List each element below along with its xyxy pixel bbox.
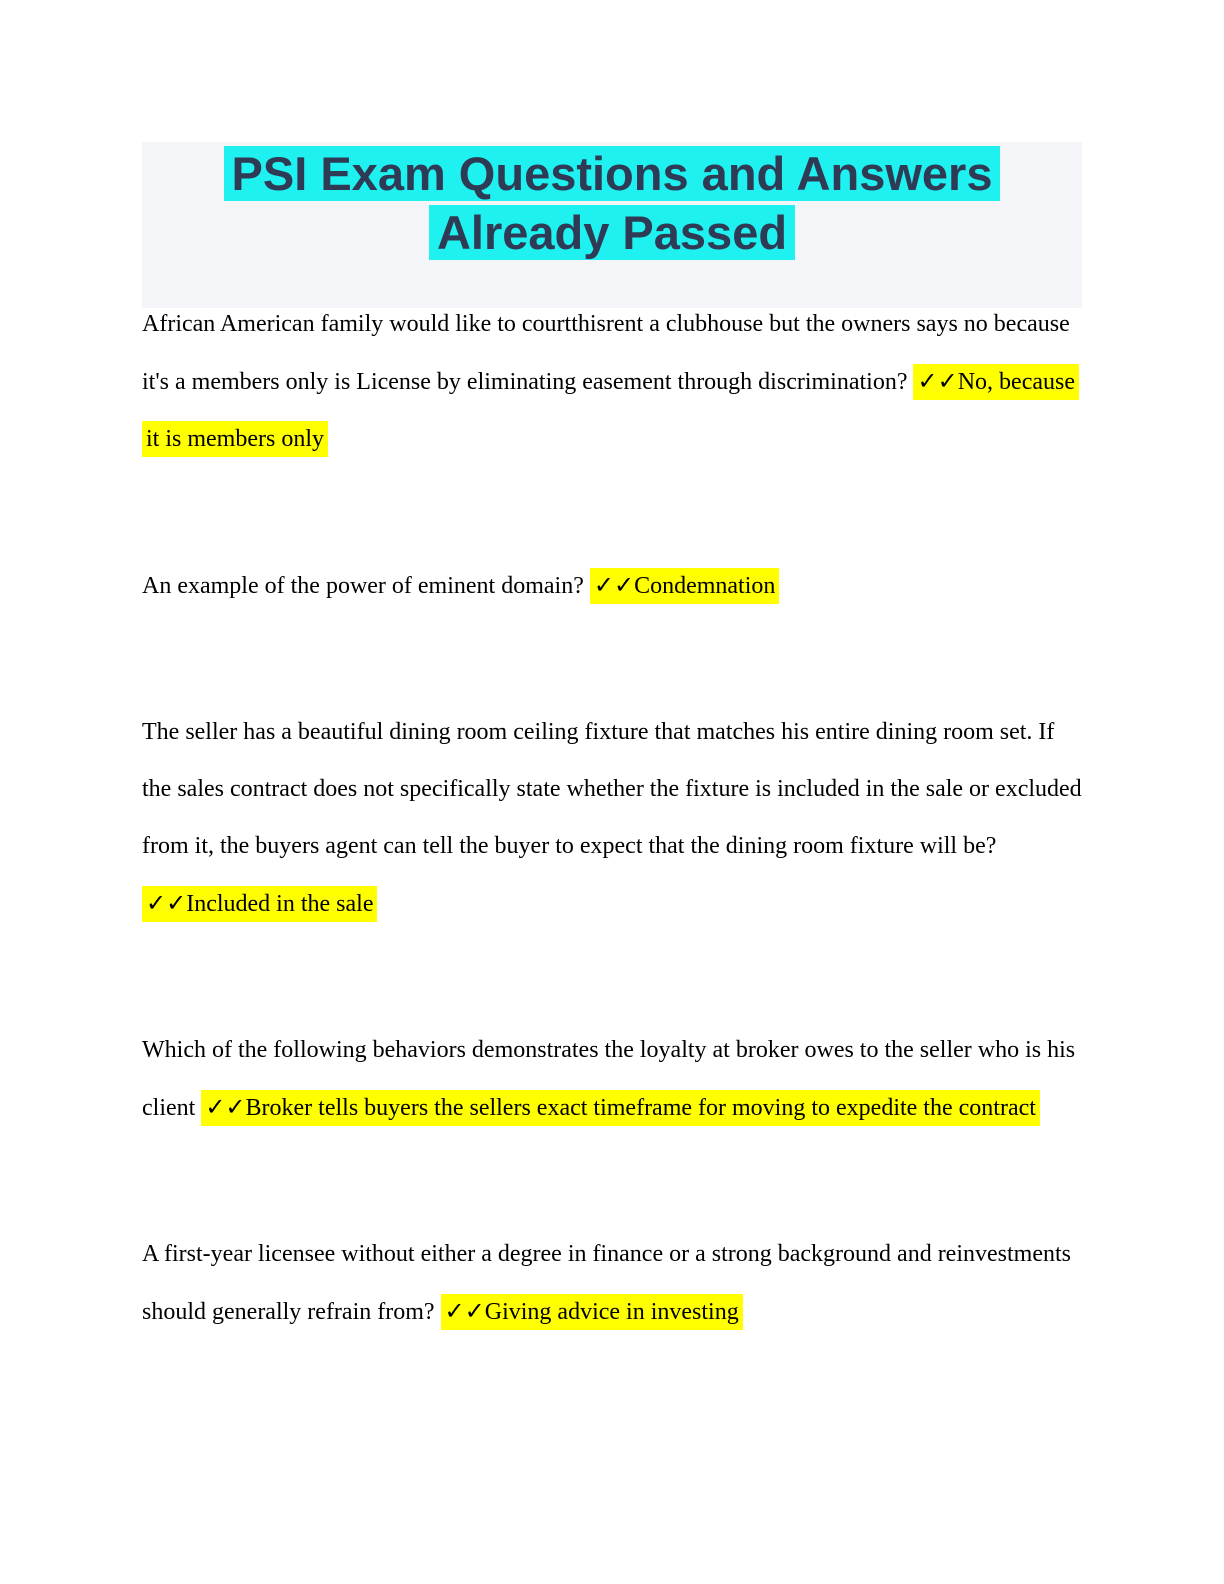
checkmark-icon: ✓✓ [593,571,635,599]
answer-text: No, because it is members only [146,369,1075,452]
answer-highlight [142,886,377,922]
qa-item [142,296,1082,468]
answer-highlight [441,1294,743,1330]
answer-text: Included in the sale [186,891,374,917]
qa-list [142,296,1082,1341]
question-text: Which of the following behaviors demonstrates the loyalty at broker owes to the seller who is his client [142,1037,1076,1121]
title-line-1: PSI Exam Questions and Answers [224,146,1001,201]
qa-item [142,557,1082,615]
checkmark-icon: ✓✓ [444,1297,485,1325]
checkmark-icon: ✓✓ [205,1093,246,1121]
answer-text: Broker tells buyers the sellers exact timeframe for moving to expedite the contract [245,1095,1036,1121]
question-text: African American family would like to courtthisrent a clubhouse but the owners says no because it's a members only is License by eliminating easement through discrimination? [142,311,1070,395]
qa-item [142,1226,1082,1341]
answer-text: Giving advice in investing [484,1299,739,1325]
answer-highlight [590,568,780,604]
answer-highlight [201,1090,1040,1126]
title-block [142,142,1082,308]
answer-text: Condemnation [634,573,776,599]
title-line-2: Already Passed [429,205,795,260]
question-text: A first-year licensee without either a degree in finance or a strong background and reinvestments should generally refrain from? [142,1241,1071,1325]
checkmark-icon: ✓✓ [146,889,187,917]
qa-item [142,1022,1082,1137]
checkmark-icon: ✓✓ [917,367,958,395]
page-title [142,144,1082,262]
question-text: The seller has a beautiful dining room ceiling fixture that matches his entire dining room set. If the sales contract does not specifically state whether the fixture is included in the sale or excluded from it, the buyers agent can tell the buyer to expect that the dining room fixture will be? [142,719,1082,859]
page-content [142,0,1082,1341]
question-text: An example of the power of eminent domain? [142,573,590,599]
qa-item [142,704,1082,933]
